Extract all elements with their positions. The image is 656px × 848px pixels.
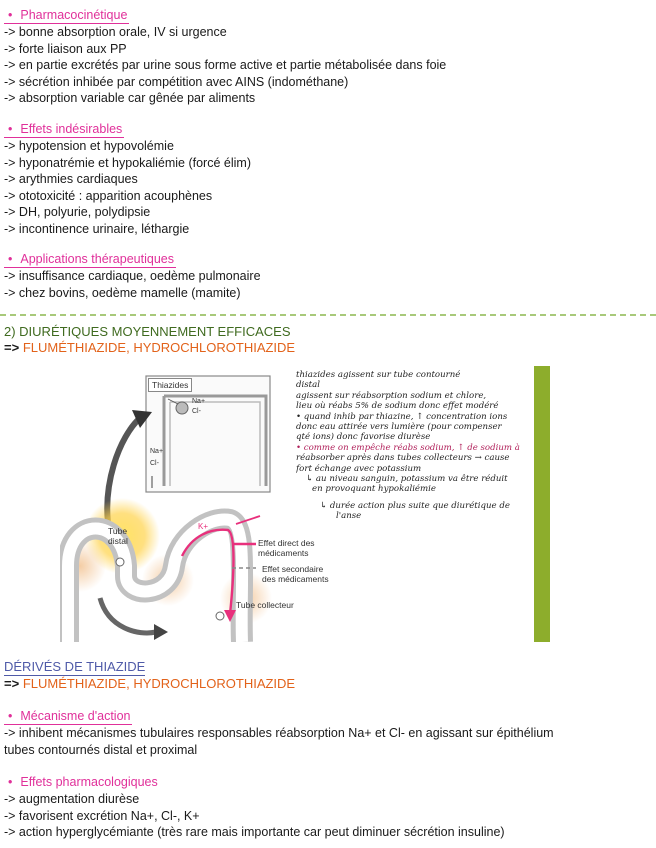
list-item: -> en partie excrétés par urine sous forme active et partie métabolisée dans foie (4, 58, 447, 73)
na-left-label: Na+ (150, 448, 164, 455)
k-label: K+ (198, 522, 209, 531)
note-line: lieu où réabs 5% de sodium donc effet modéré (296, 401, 499, 412)
section-derives-thiazide (4, 658, 295, 692)
list-item: -> ototoxicité : apparition acouphènes (4, 188, 213, 203)
list-item: -> inhibent mécanismes tubulaires responsables réabsorption Na+ et Cl- en agissant sur épithélium (4, 726, 554, 740)
list-item: -> insuffisance cardiaque, oedème pulmonaire (4, 269, 261, 283)
drug-line: => FLUMÉTHIAZIDE, HYDROCHLOROTHIAZIDE (4, 676, 296, 691)
list-item: -> sécrétion inhibée par compétition avec AINS (indométhane) (4, 74, 349, 89)
list-item: -> incontinence urinaire, léthargie (4, 221, 190, 236)
note-line: ↳ durée action plus suite que diurétique de (320, 500, 510, 511)
note-line: • quand inhib par thiazine, ↑ concentration ions (296, 411, 508, 422)
na-label: Na+ (192, 398, 206, 405)
dashed-divider (0, 314, 656, 316)
list-item: -> hypotension et hypovolémie (4, 139, 174, 153)
list-item: -> absorption variable car gênée par aliments (4, 91, 256, 106)
section-pharmacocinetique (4, 6, 446, 107)
section-heading-diuretiques: 2) DIURÉTIQUES MOYENNEMENT EFFICACES (4, 324, 291, 339)
note-line: qté ions) donc favorise diurèse (296, 432, 431, 443)
section-mecanisme (4, 707, 554, 758)
section-title-pharmacocinetique: • Pharmacocinétique (4, 7, 129, 24)
section-diuretiques-moyens (4, 324, 295, 356)
section-title-mecanisme: • Mécanisme d'action (4, 708, 132, 725)
list-item: -> bonne absorption orale, IV si urgence (4, 25, 227, 39)
effet-secondaire-label: Effet secondaire des médicaments (262, 564, 329, 584)
cl-label: Cl- (192, 408, 201, 415)
section-title-effets-indesirables: • Effets indésirables (4, 121, 124, 138)
note-line: agissent sur réabsorption sodium et chlore, (296, 390, 487, 401)
nephron-figure (60, 366, 550, 642)
list-item: -> arythmies cardiaques (4, 172, 138, 187)
note-line: fort échange avec potassium (296, 463, 422, 474)
section-effets-indesirables (4, 120, 251, 238)
list-item: -> augmentation diurèse (4, 792, 140, 806)
list-item: -> action hyperglycémiante (très rare mais importante car peut diminuer sécrétion insuline) (4, 825, 505, 840)
tube-collecteur-label: Tube collecteur (236, 600, 294, 610)
list-item: -> favorisent excrétion Na+, Cl-, K+ (4, 808, 200, 823)
note-line: thiazides agissent sur tube contourné (296, 370, 461, 380)
tube-distal-label: Tube distal (108, 526, 128, 546)
note-line: en provoquant hypokaliémie (312, 484, 437, 495)
effet-direct-label: Effet direct des médicaments (258, 538, 315, 558)
note-line: l'anse (336, 511, 362, 522)
note-line: • comme on empêche réabs sodium, ↑ de sodium à (296, 442, 520, 453)
cl-left-label: Cl- (150, 460, 159, 467)
list-item: -> DH, polyurie, polydipsie (4, 205, 151, 220)
drug-line: => FLUMÉTHIAZIDE, HYDROCHLOROTHIAZIDE (4, 340, 296, 355)
note-line: donc eau attirée vers lumière (pour compenser (296, 422, 502, 433)
section-heading-derives: DÉRIVÉS DE THIAZIDE (4, 659, 146, 674)
section-applications (4, 250, 261, 301)
list-item: tubes contournés distal et proximal (4, 742, 198, 757)
thiazides-label: Thiazides (148, 378, 192, 392)
green-margin-bar (534, 366, 550, 642)
list-item: -> chez bovins, oedème mamelle (mamite) (4, 285, 241, 300)
note-line: réabsorber après dans tubes collecteurs → cause (296, 453, 510, 464)
handwritten-notes (296, 370, 532, 522)
section-title-effets-pharmaco: • Effets pharmacologiques (8, 775, 158, 789)
list-item: -> hyponatrémie et hypokaliémie (forcé élim) (4, 155, 251, 170)
list-item: -> forte liaison aux PP (4, 41, 127, 56)
note-line: distal (296, 380, 320, 391)
section-title-applications: • Applications thérapeutiques (4, 251, 176, 268)
section-effets-pharmaco (4, 773, 505, 841)
note-line: ↳ au niveau sanguin, potassium va être réduit (306, 474, 508, 485)
